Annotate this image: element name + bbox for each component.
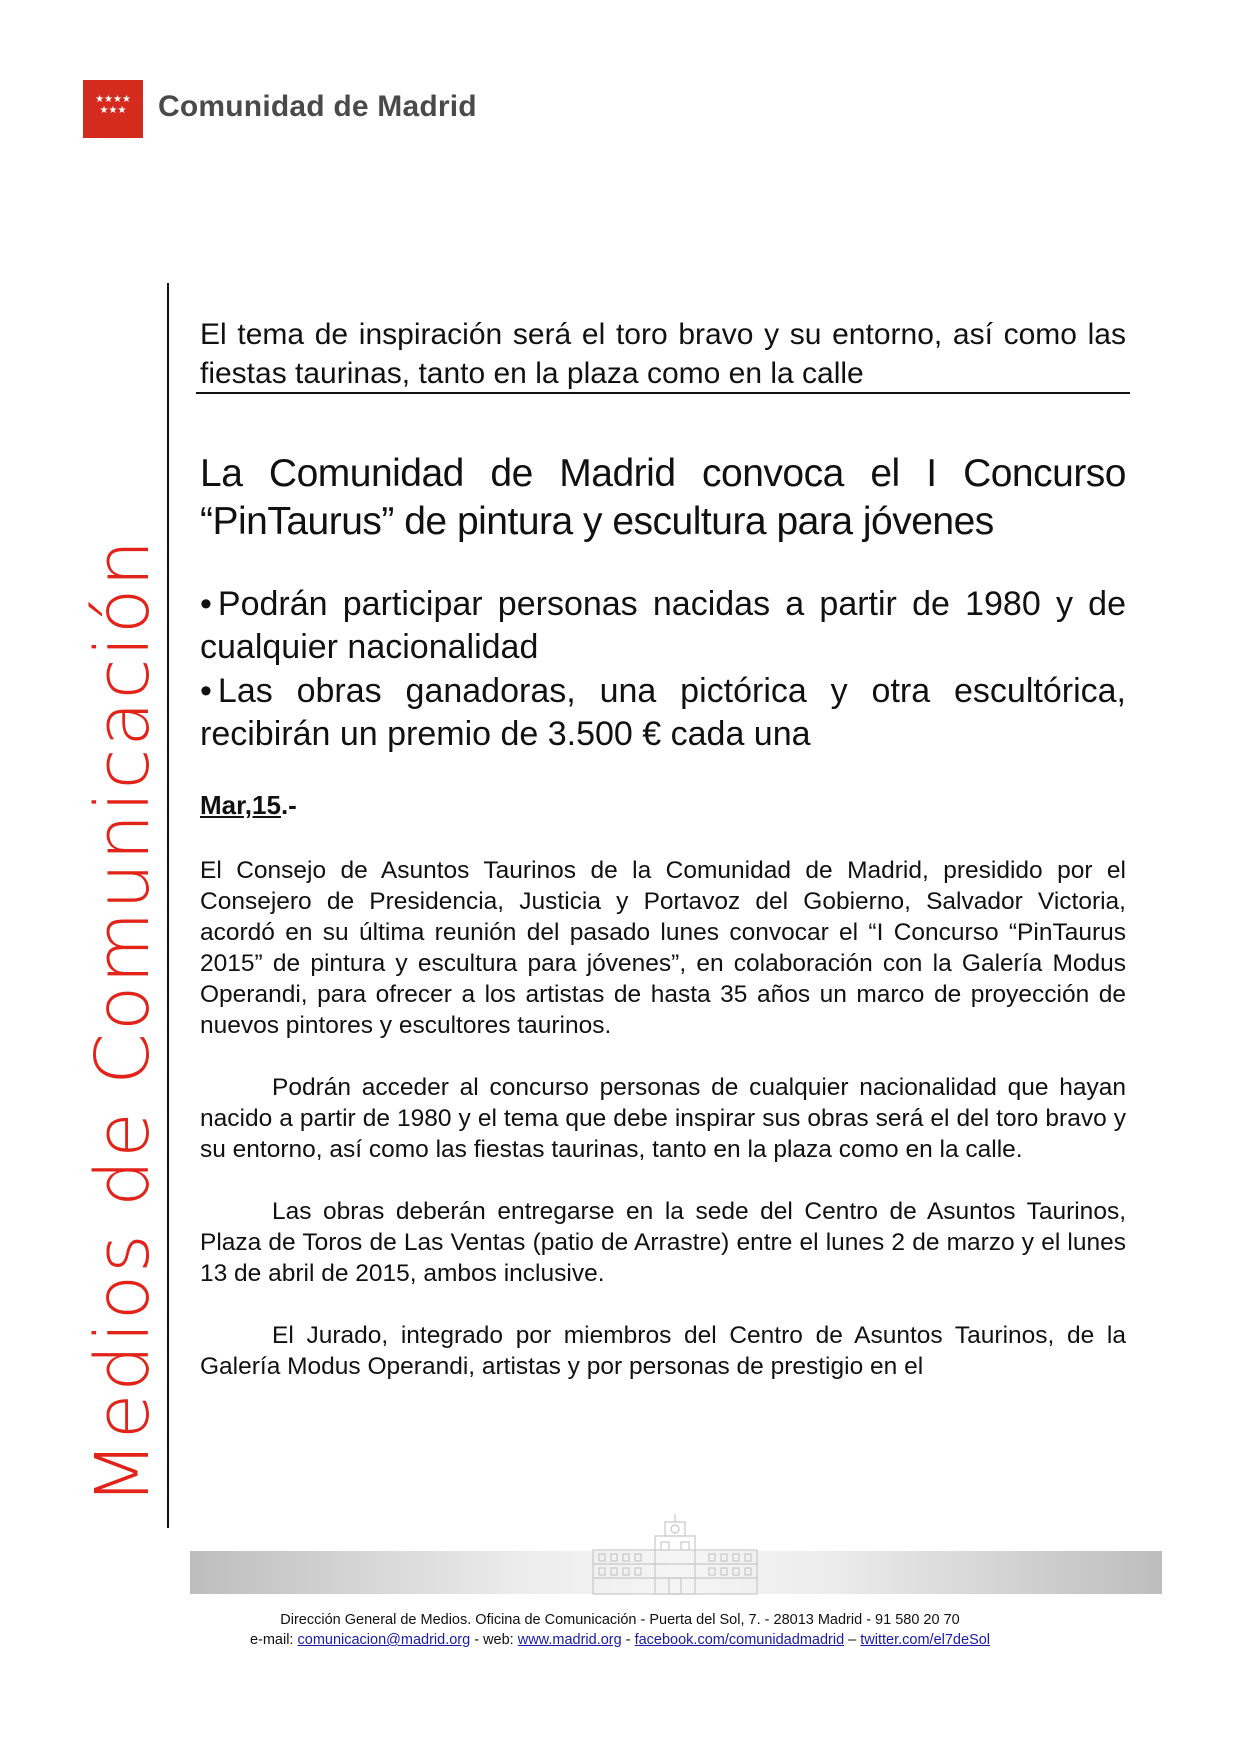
dateline-date: Mar,15 bbox=[200, 790, 281, 820]
dateline-suffix: .- bbox=[280, 790, 297, 820]
bullet-text: Las obras ganadoras, una pictórica y otra escultórica, recibirán un premio de 3.500 € cada una bbox=[200, 672, 1126, 753]
paragraph: El Consejo de Asuntos Taurinos de la Comunidad de Madrid, presidido por el Consejero de Presidencia, Justicia y Portavoz del Gobierno, Salvador Victoria, acordó en su última reunión del pasado lunes convocar el “I Concurso “PinTaurus 2015” de pintura y escultura para jóvenes”, en colaboración con la Galería Modus Operandi, para ofrecer a los artistas de hasta 35 años un marco de proyección de nuevos pintores y escultores taurinos. bbox=[200, 857, 1126, 1039]
paragraph: Podrán acceder al concurso personas de cualquier nacionalidad que hayan nacido a partir de 1980 y el tema que debe inspirar sus obras será el del toro bravo y su entorno, así como las fiestas taurinas, tanto en la plaza como en la calle. bbox=[200, 1074, 1126, 1163]
dateline bbox=[200, 790, 1126, 821]
web-label: - web: bbox=[470, 1632, 518, 1648]
subheadline-rule bbox=[196, 392, 1130, 394]
brand-name: Comunidad de Madrid bbox=[158, 90, 477, 123]
email-link[interactable]: comunicacion@madrid.org bbox=[297, 1632, 471, 1648]
footer-contact bbox=[0, 1632, 1240, 1648]
footer-separator: - bbox=[621, 1632, 635, 1648]
subheadline: El tema de inspiración será el toro bravo y su entorno, así como las fiestas taurinas, tanto en la plaza como en la calle bbox=[200, 318, 1126, 390]
email-label: e-mail: bbox=[249, 1632, 298, 1648]
bullet-text: Podrán participar personas nacidas a partir de 1980 y de cualquier nacionalidad bbox=[200, 585, 1126, 666]
bullet-item bbox=[200, 583, 1126, 669]
logo-stars bbox=[83, 94, 143, 116]
web-link[interactable]: www.madrid.org bbox=[517, 1632, 622, 1648]
footer-address: Dirección General de Medios. Oficina de Comunicación - Puerta del Sol, 7. - 28013 Madrid - 91 580 20 70 bbox=[280, 1612, 960, 1628]
paragraph: Las obras deberán entregarse en la sede del Centro de Asuntos Taurinos, Plaza de Toros de Las Ventas (patio de Arrastre) entre el lunes 2 de marzo y el lunes 13 de abril de 2015, ambos inclusive. bbox=[200, 1198, 1126, 1287]
side-divider bbox=[167, 283, 169, 1528]
side-banner-text: Medios de Comunicación bbox=[80, 537, 166, 1505]
twitter-link[interactable]: twitter.com/el7deSol bbox=[860, 1632, 991, 1648]
headline: La Comunidad de Madrid convoca el I Concurso “PinTaurus” de pintura y escultura para jóvenes bbox=[200, 452, 1126, 543]
bullet-item bbox=[200, 670, 1126, 756]
bullet-dot: • bbox=[200, 585, 212, 623]
body-text bbox=[200, 855, 1126, 1413]
real-casa-de-correos-icon bbox=[585, 1512, 765, 1596]
bullet-dot: • bbox=[200, 672, 212, 710]
footer-separator: – bbox=[844, 1632, 861, 1648]
logo-stars-row-1: ★★★★ bbox=[95, 94, 131, 105]
facebook-link[interactable]: facebook.com/comunidadmadrid bbox=[634, 1632, 845, 1648]
bullet-list bbox=[200, 583, 1126, 757]
comunidad-logo bbox=[83, 80, 143, 138]
logo-stars-row-2: ★★★ bbox=[99, 105, 127, 116]
paragraph: El Jurado, integrado por miembros del Centro de Asuntos Taurinos, de la Galería Modus Operandi, artistas y por personas de prestigio en el bbox=[200, 1322, 1126, 1380]
